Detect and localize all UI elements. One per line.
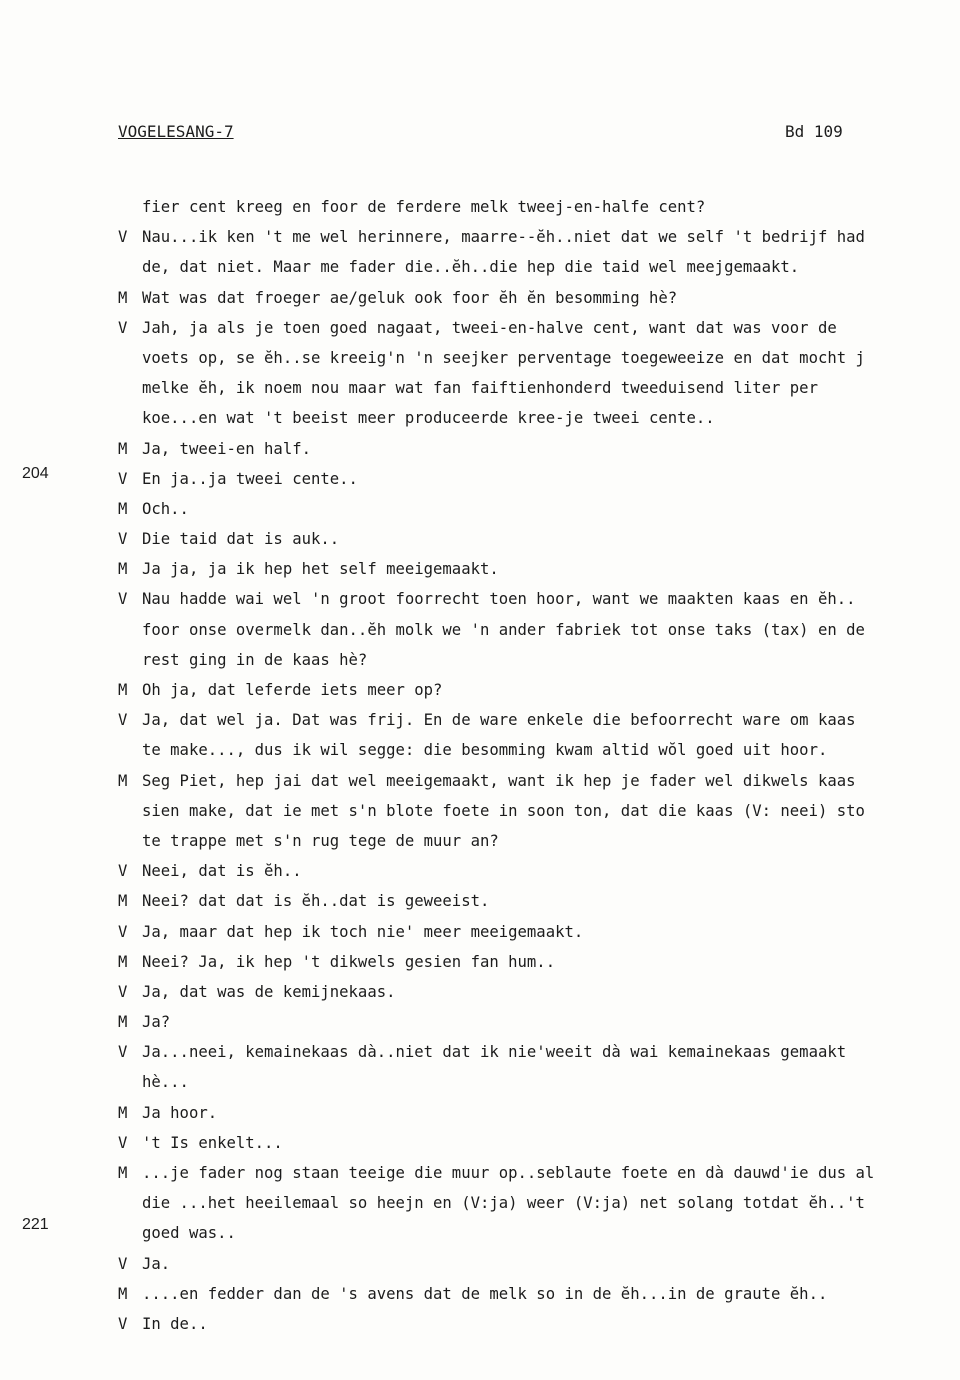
utterance-text: koe...en wat 't beeist meer produceerde kree-je tweei cente.. [142, 409, 715, 428]
transcript-line [0, 222, 960, 252]
transcript-line [0, 735, 960, 765]
utterance-text: 't Is enkelt... [142, 1133, 283, 1152]
utterance-text: ...je fader nog staan teeige die muur op..seblaute foete en dà dauwd'ie dus al [142, 1164, 875, 1182]
utterance-text: Ja hoor. [142, 1103, 218, 1122]
transcript-line [0, 705, 960, 735]
speaker-label: M [118, 1013, 128, 1032]
utterance-text: Och.. [142, 499, 189, 518]
transcript-line [0, 1067, 960, 1097]
utterance-text: Die taid dat is auk.. [142, 530, 340, 549]
speaker-label: V [118, 590, 128, 609]
transcript-line [0, 434, 960, 464]
transcript-line [0, 252, 960, 282]
speaker-label: M [118, 439, 128, 458]
utterance-text: En ja..ja tweei cente.. [142, 469, 358, 488]
speaker-label: V [118, 228, 128, 247]
transcript-line [0, 977, 960, 1007]
utterance-text: fier cent kreeg en foor de ferdere melk tweej-en-halfe cent? [142, 198, 706, 216]
utterance-text: rest ging in de kaas hè? [142, 650, 368, 669]
speaker-label: M [118, 1103, 128, 1122]
transcript-line [0, 584, 960, 614]
utterance-text: Neei? dat dat is ĕh..dat is geweeist. [142, 892, 490, 911]
transcript-line [0, 1128, 960, 1158]
utterance-text: In de.. [142, 1314, 208, 1333]
speaker-label: M [118, 952, 128, 971]
transcript-line [0, 1279, 960, 1309]
utterance-text: Ja, maar dat hep ik toch nie' meer meeigemaakt. [142, 922, 584, 941]
transcript-line [0, 1309, 960, 1339]
transcript-line [0, 886, 960, 916]
utterance-text: de, dat niet. Maar me fader die..ĕh..die hep die taid wel meejgemaakt. [142, 258, 800, 277]
transcript-lines [0, 192, 960, 1339]
speaker-label: V [118, 318, 128, 337]
utterance-text: te make..., dus ik wil segge: die besomming kwam altid wŏl goed uit hoor. [142, 741, 828, 760]
transcript-line [0, 1158, 960, 1188]
transcript-line [0, 947, 960, 977]
transcript-line [0, 343, 960, 373]
speaker-label: V [118, 1043, 128, 1062]
transcript-line [0, 494, 960, 524]
transcript-line [0, 283, 960, 313]
utterance-text: ....en fedder dan de 's avens dat de melk so in de ĕh...in de graute ĕh.. [142, 1284, 828, 1303]
utterance-text: Ja? [142, 1013, 171, 1032]
transcript-line [0, 1098, 960, 1128]
utterance-text: Wat was dat froeger ae/geluk ook foor ĕh ĕn besomming hè? [142, 288, 678, 307]
transcript-line [0, 464, 960, 494]
utterance-text: Nau hadde wai wel 'n groot foorrecht toen hoor, want we maakten kaas en ĕh.. [142, 590, 856, 609]
transcript-line [0, 1188, 960, 1218]
utterance-text: Jah, ja als je toen goed nagaat, tweei-en-halve cent, want dat was voor de [142, 318, 837, 337]
transcript-line [0, 1218, 960, 1248]
utterance-text: voets op, se ĕh..se kreeig'n 'n seejker perventage toegeweeize en dat mocht j [142, 348, 865, 367]
speaker-label: M [118, 1284, 128, 1303]
utterance-text: Ja ja, ja ik hep het self meeigemaakt. [142, 560, 499, 579]
speaker-label: V [118, 1314, 128, 1333]
speaker-label: V [118, 862, 128, 881]
speaker-label: M [118, 560, 128, 579]
speaker-label: M [118, 771, 128, 790]
transcript-line [0, 766, 960, 796]
speaker-label: M [118, 288, 128, 307]
page-reference: Bd 109 [785, 122, 843, 141]
utterance-text: te trappe met s'n rug tege de muur an? [142, 831, 499, 850]
utterance-text: sien make, dat ie met s'n blote foete in soon ton, dat die kaas (V: neei) sto [142, 801, 865, 820]
speaker-label: M [118, 892, 128, 911]
transcript-line [0, 373, 960, 403]
utterance-text: melke ĕh, ik noem nou maar wat fan faiftienhonderd tweeduisend liter per [142, 379, 818, 398]
utterance-text: Ja. [142, 1254, 171, 1273]
speaker-label: M [118, 499, 128, 518]
utterance-text: Ja...neei, kemainekaas dà..niet dat ik nie'weeit dà wai kemainekaas gemaakt [142, 1043, 847, 1062]
transcript-line [0, 1037, 960, 1067]
transcript-line [0, 1007, 960, 1037]
margin-line-number: 221 [22, 1216, 49, 1233]
transcript-line [0, 917, 960, 947]
document-title: VOGELESANG-7 [118, 122, 234, 141]
utterance-text: hè... [142, 1073, 189, 1092]
transcript-line [0, 645, 960, 675]
transcript-line [0, 313, 960, 343]
speaker-label: V [118, 982, 128, 1001]
speaker-label: V [118, 530, 128, 549]
transcript-line [0, 856, 960, 886]
transcript-line [0, 675, 960, 705]
speaker-label: V [118, 1133, 128, 1152]
utterance-text: Neei? Ja, ik hep 't dikwels gesien fan hum.. [142, 952, 556, 971]
utterance-text: Ja, dat was de kemijnekaas. [142, 982, 396, 1001]
utterance-text: Oh ja, dat leferde iets meer op? [142, 681, 443, 699]
utterance-text: Seg Piet, hep jai dat wel meeigemaakt, want ik hep je fader wel dikwels kaas [142, 771, 856, 790]
speaker-label: V [118, 711, 128, 730]
transcript-line [0, 1249, 960, 1279]
speaker-label: V [118, 1254, 128, 1273]
speaker-label: M [118, 1164, 128, 1182]
speaker-label: M [118, 681, 128, 699]
transcript-line [0, 403, 960, 433]
utterance-text: Ja, tweei-en half. [142, 439, 311, 458]
utterance-text: die ...het heeilemaal so heejn en (V:ja) weer (V:ja) net solang totdat ĕh..'t [142, 1194, 865, 1213]
utterance-text: Ja, dat wel ja. Dat was frij. En de ware enkele die befoorrecht ware om kaas [142, 711, 856, 730]
transcript-line [0, 615, 960, 645]
utterance-text: foor onse overmelk dan..ĕh molk we 'n ander fabriek tot onse taks (tax) en de [142, 620, 865, 639]
transcript-line [0, 524, 960, 554]
margin-line-number: 204 [22, 465, 49, 482]
transcript-line [0, 192, 960, 222]
utterance-text: Neei, dat is ĕh.. [142, 862, 302, 881]
utterance-text: Nau...ik ken 't me wel herinnere, maarre--ĕh..niet dat we self 't bedrijf had [142, 228, 865, 247]
speaker-label: V [118, 469, 128, 488]
transcript-line [0, 826, 960, 856]
transcript-line [0, 554, 960, 584]
speaker-label: V [118, 922, 128, 941]
utterance-text: goed was.. [142, 1224, 236, 1243]
transcript-line [0, 796, 960, 826]
